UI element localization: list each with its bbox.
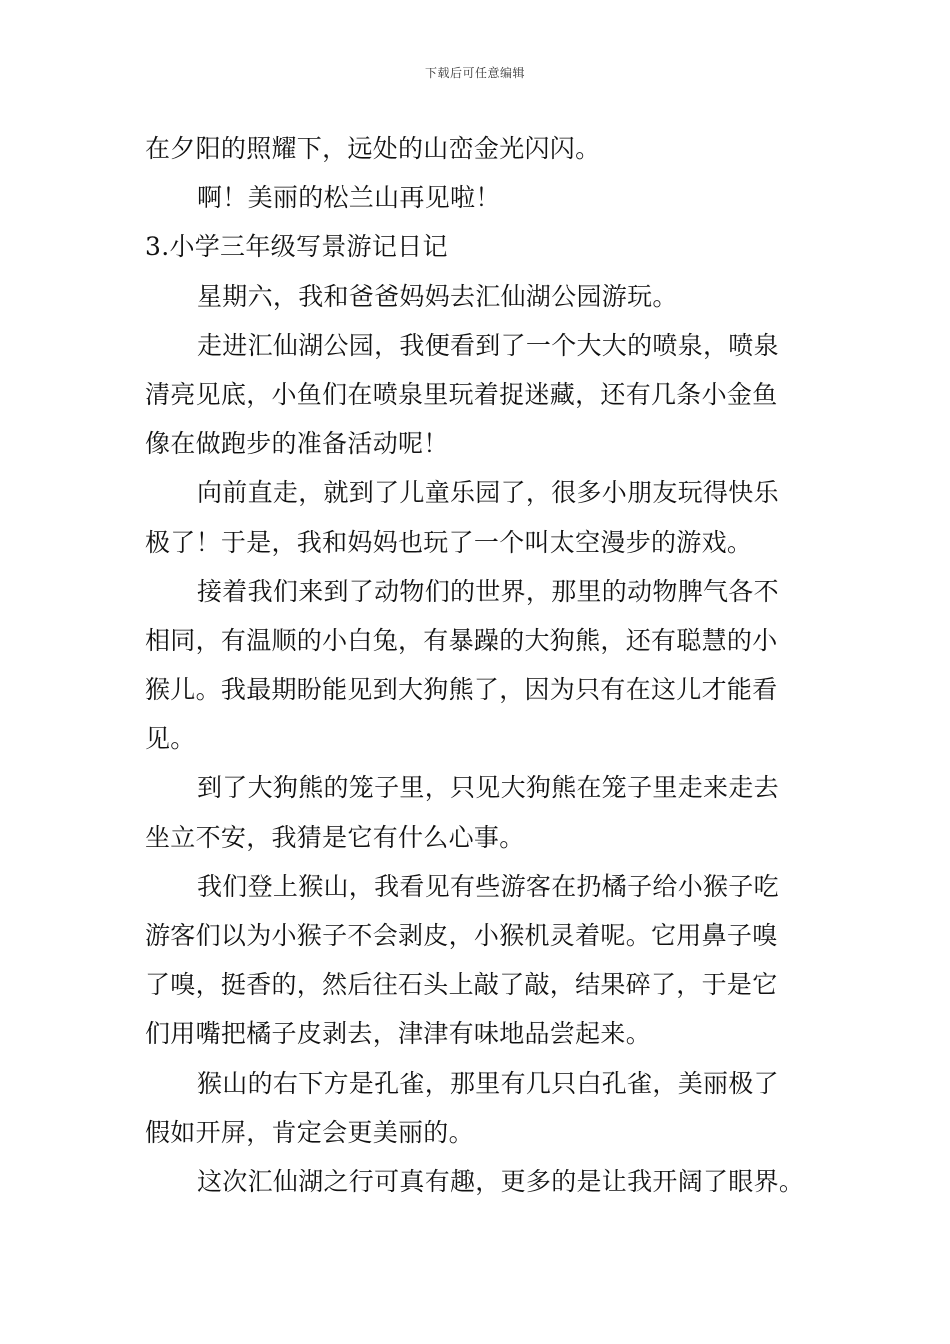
text-line: 游客们以为小猴子不会剥皮，小猴机灵着呢。它用鼻子嗅 — [145, 921, 778, 950]
text-line: 猴儿。我最期盼能见到大狗熊了，因为只有在这儿才能看 — [145, 675, 778, 705]
text-line: 清亮见底，小鱼们在喷泉里玩着捉迷藏，还有几条小金鱼 — [145, 379, 778, 409]
text-line: 啊！美丽的松兰山再见啦！ — [197, 183, 501, 213]
section-heading: 3.小学三年级写景游记日记 — [145, 232, 448, 262]
text-line: 极了！于是，我和妈妈也玩了一个叫太空漫步的游戏。 — [145, 527, 753, 557]
text-line: 猴山的右下方是孔雀，那里有几只白孔雀，美丽极了 — [197, 1068, 779, 1098]
text-line: 我们登上猴山，我看见有些游客在扔橘子给小猴子吃 — [197, 871, 779, 901]
text-line: 见。 — [145, 724, 196, 754]
text-line: 这次汇仙湖之行可真有趣，更多的是让我开阔了眼界。 — [197, 1166, 805, 1196]
text-line: 接着我们来到了动物们的世界，那里的动物脾气各不 — [197, 576, 779, 606]
text-line: 走进汇仙湖公园，我便看到了一个大大的喷泉，喷泉 — [197, 330, 779, 360]
text-line: 假如开屏，肯定会更美丽的。 — [145, 1117, 474, 1147]
text-line: 到了大狗熊的笼子里，只见大狗熊在笼子里走来走去 — [197, 773, 779, 803]
text-line: 坐立不安，我猜是它有什么心事。 — [145, 822, 525, 852]
text-line: 了嗅，挺香的，然后往石头上敲了敲，结果碎了，于是它 — [145, 970, 778, 1000]
text-line: 星期六，我和爸爸妈妈去汇仙湖公园游玩。 — [197, 281, 678, 311]
document-body — [145, 124, 810, 1206]
text-line: 在夕阳的照耀下，远处的山峦金光闪闪。 — [145, 134, 601, 163]
page-header-note: 下载后可任意编辑 — [424, 66, 525, 80]
text-line: 们用嘴把橘子皮剥去，津津有味地品尝起来。 — [145, 1019, 652, 1049]
text-line: 像在做跑步的准备活动呢！ — [145, 429, 449, 459]
text-line: 向前直走，就到了儿童乐园了，很多小朋友玩得快乐 — [197, 478, 779, 508]
text-line: 相同，有温顺的小白兔，有暴躁的大狗熊，还有聪慧的小 — [145, 625, 778, 655]
